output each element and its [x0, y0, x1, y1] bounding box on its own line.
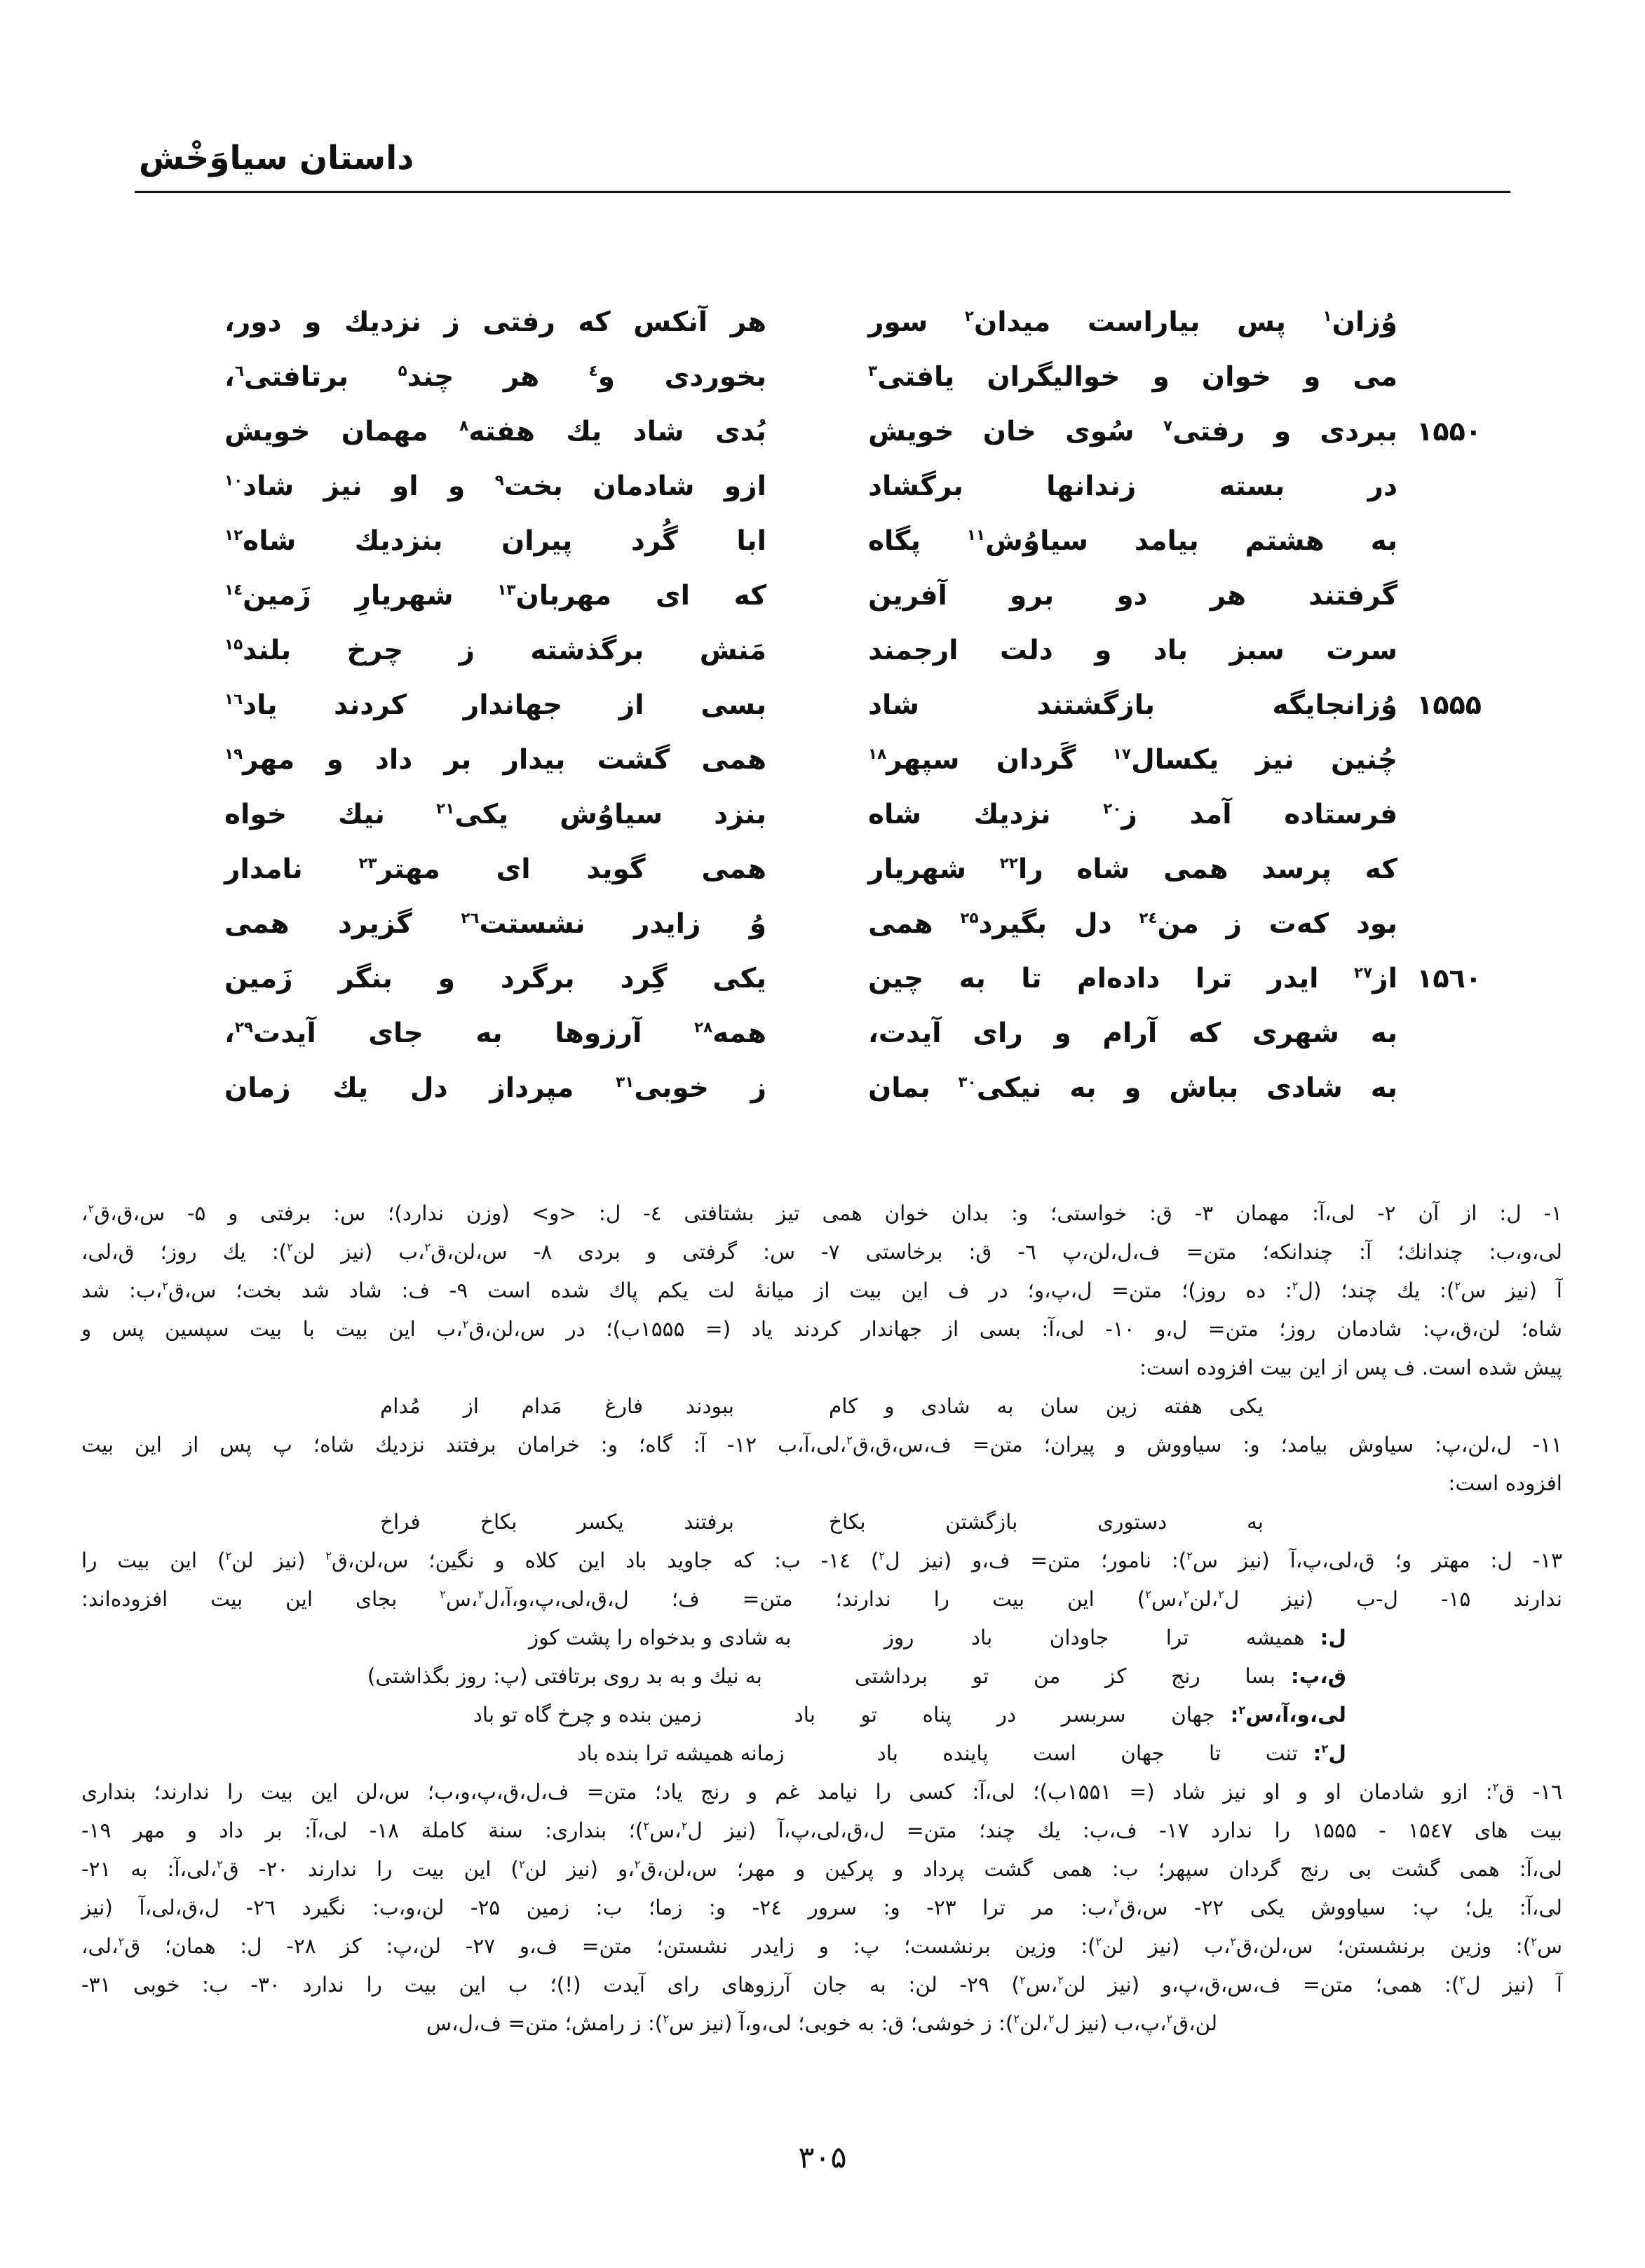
- poem-row: [224, 689, 1482, 744]
- hemistich-right: وُزان$^۱$ پس بیاراست میدان$^۲$ سور: [868, 306, 1397, 338]
- variant-sigla: ل:: [1320, 1626, 1346, 1649]
- hemistich-right: به هشتم بیامد سیاوُش$^{۱۱}$ پگاه: [868, 525, 1397, 557]
- hemistich-left: همه$^{۲۸}$ آرزوها به جای آیدت$^{۲۹}$،: [224, 1018, 766, 1049]
- hemistich-left: ز خوبی$^{۳۱}$ مپرداز دل یك زمان: [224, 1072, 766, 1104]
- verse-number: ۱۵۵۵: [1416, 689, 1482, 720]
- hemistich-right: وُزانجایگه بازگشتند شاد: [868, 689, 1397, 721]
- poem-row: [224, 580, 1482, 635]
- poem-row: [224, 635, 1482, 689]
- apparatus-line: ۱٦- ق$^۲$: ازو شادمان او و او نیز شاد (= ۱۵۵۱ب)؛ لی،آ: کسی را نیامد غم و رنج یاد؛ متن= ف،ل،ق،پ،و،ب؛ س،لن این بیت را ندارند؛ بنداری: [81, 1780, 1562, 1804]
- hemistich-left: ازو شادمان بخت$^۹$ و او نیز شاد$^{۱۰}$: [224, 471, 766, 502]
- poem-row: [224, 306, 1482, 361]
- variant-sigla: ق،پ:: [1290, 1664, 1346, 1688]
- poem-row: [224, 525, 1482, 580]
- inserted-hemistich-a: به دستوری بازگشتن بکاخ: [829, 1510, 1264, 1534]
- apparatus-line: ۱- ل: از آن ۲- لی،آ: مهمان ۳- ق: خواستی؛ و: بدان خوان همی تیز بشتافتی ٤- ل: <و> (وزن ندارد)؛ س: برفتی و ۵- س،ق،ق$^۲$،: [81, 1201, 1562, 1225]
- apparatus-line: ۱۱- ل،لن،پ: سیاوش بیامد؛ و: سیاووش و پیران؛ متن= ف،س،ق،ق$^۲$،لی،آ،ب ۱۲- آ: گاه؛ و: خرامان برفتند نزدیك شاه؛ پ پس از این بیت: [81, 1433, 1562, 1457]
- poem-row: [224, 908, 1482, 963]
- variant-hemistich-b: زمانه همیشه ترا بنده باد: [577, 1741, 785, 1765]
- hemistich-left: وُ زایدر نشستت$^{۲٦}$ گزیرد همی: [224, 908, 766, 940]
- apparatus-inserted-verse: [81, 1387, 1562, 1426]
- poem-row: [224, 471, 1482, 525]
- hemistich-right: چُنین نیز یکسال$^{۱۷}$ گَردان سپهر$^{۱۸}$: [868, 744, 1397, 776]
- apparatus-variant-row: [81, 1619, 1562, 1657]
- hemistich-right: در بسته زندانها برگشاد: [868, 471, 1397, 502]
- inserted-hemistich-b: ببودند فارغ مَدام از مُدام: [380, 1394, 734, 1418]
- hemistich-left: بنزد سیاوُش یکی$^{۲۱}$ نیك خواه: [224, 799, 766, 830]
- apparatus-line: ندارند ۱۵- ل-ب (نیز ل$^۲$،لن$^۲$،س$^۲$) این بیت را ندارند؛ متن= ف؛ ل،ق،لی،پ،و،آ،ل$^۲$،س$^۲$ بجای این بیت افزوده‌اند:: [81, 1587, 1562, 1611]
- apparatus-line: شاه؛ لن،ق،پ: شادمان روز؛ متن= ل،و ۱۰- لی،آ: بسی از جهاندار کردند یاد (= ۱۵۵۵ب)؛ در س،لن،ق$^۲$،ب این بیت با بیت سپسین پس و: [81, 1317, 1562, 1341]
- poem-row: [224, 853, 1482, 908]
- critical-apparatus: [81, 1194, 1562, 2043]
- inserted-hemistich-b: برفتند یکسر بکاخ فراخ: [380, 1510, 734, 1534]
- page-number: ۳۰۵: [798, 2140, 847, 2175]
- variant-hemistich-a: همیشه ترا جاودان باد روز: [884, 1626, 1305, 1649]
- variant-sigla: ل$^۲$:: [1313, 1741, 1346, 1765]
- hemistich-right: به شادی بباش و به نیکی$^{۳۰}$ بمان: [868, 1072, 1397, 1104]
- apparatus-line: لی،آ: همی گشت بی رنج گردان سپهر؛ ب: همی گشت پرداد و پرکین و مهر؛ س،لن،ق$^۲$،و (نیز لن$^۲$) این بیت را ندارند ۲۰- ق$^۲$،لی،آ: به ۲۱-: [81, 1857, 1562, 1881]
- apparatus-line: لی،آ: یل؛ پ: سیاووش یکی ۲۲- س،ق$^۲$،ب: مر ترا ۲۳- و: سرور ۲٤- و: زما؛ ب: زمین ۲۵- لن،و،ب: نگیرد ۲٦- ل،ق،لی،آ (نیز: [81, 1896, 1562, 1919]
- hemistich-left: هر آنکس که رفتی ز نزدیك و دور،: [224, 306, 766, 338]
- header-rule: [135, 191, 1510, 193]
- hemistich-right: گرفتند هر دو برو آفرین: [868, 580, 1397, 612]
- variant-hemistich-a: بسا رنج کز من تو برداشتی: [854, 1664, 1275, 1688]
- apparatus-inserted-verse: [81, 1503, 1562, 1541]
- hemistich-left: ابا گُرد پیران بنزدیك شاه$^{۱۲}$: [224, 525, 766, 557]
- hemistich-right: که پرسد همی شاه را$^{۲۲}$ شهریار: [868, 853, 1397, 885]
- poem-row: [224, 361, 1482, 416]
- hemistich-left: بُدی شاد یك هفته$^۸$ مهمان خویش: [224, 416, 766, 447]
- variant-sigla: لی،و،آ،س$^۲$:: [1230, 1703, 1346, 1727]
- hemistich-right: بود که‌ت ز من$^{۲٤}$ دل بگیرد$^{۲۵}$ همی: [868, 908, 1398, 940]
- apparatus-line: ۱۳- ل: مهتر و؛ ق،لی،پ،آ (نیز س$^۲$): نامور؛ متن= ف،و (نیز ل$^۲$) ۱٤- ب: که جاوید باد این کلاه و نگین؛ س،لن،ق$^۲$ (نیز لن$^۲$) این بیت را: [81, 1548, 1563, 1572]
- hemistich-right: ببردی و رفتی$^۷$ سُوی خان خویش: [868, 416, 1397, 447]
- poem-row: [224, 744, 1482, 799]
- apparatus-line: لن،ق$^۲$،پ،ب (نیز ل$^۲$،لن$^۲$): ز خوشی؛ ق: به خوبی؛ لی،و،آ (نیز س$^۲$): ز رامش؛ متن= ف،ل،س: [426, 2011, 1218, 2035]
- apparatus-variant-row: [81, 1696, 1562, 1734]
- poem-row: [224, 1018, 1482, 1072]
- hemistich-left: بخوردی و$^٤$ هر چند$^۵$ برتافتی$^٦$،: [224, 361, 767, 393]
- apparatus-line: س$^۲$): وزین برنشستن؛ س،لن،ق$^۲$،ب (نیز لن$^۲$): وزین برنشست؛ پ: و زایدر نشستن؛ متن= ف،و ۲۷- لن،پ: کز ۲۸- ل: همان؛ ق$^۲$،لی،: [81, 1934, 1562, 1958]
- hemistich-right: از$^{۲۷}$ ایدر ترا داده‌ام تا به چین: [868, 963, 1397, 994]
- hemistich-left: بسی از جهاندار کردند یاد$^{۱٦}$: [224, 689, 766, 721]
- variant-hemistich-a: جهان سربسر در پناه تو باد: [794, 1703, 1215, 1727]
- apparatus-line: آ (نیز ل$^۲$): همی؛ متن= ف،س،ق،پ،و (نیز لن$^۲$،س$^۲$) ۲۹- لن: به جان آرزوهای رای آیدت (!)؛ ب این بیت را ندارد ۳۰- ب: خوبی ۳۱-: [81, 1973, 1562, 1997]
- apparatus-line: لی،و،ب: چندانك؛ آ: چندانکه؛ متن= ف،ل،لن،پ ٦- ق: برخاستی ۷- س: گرفتی و بردی ۸- س،لن،ق$^۲$،ب (نیز لن$^۲$): یك روز؛ ق،لی،: [81, 1240, 1563, 1264]
- hemistich-right: سرت سبز باد و دلت ارجمند: [868, 635, 1397, 666]
- poem-row: [224, 799, 1482, 853]
- variant-hemistich-b: زمین بنده و چرخ گاه تو باد: [473, 1703, 702, 1727]
- variant-hemistich-a: تنت تا جهان است پاینده باد: [876, 1741, 1298, 1765]
- apparatus-variant-row: [81, 1734, 1562, 1773]
- page-title: داستان سیاوَخْش: [139, 139, 414, 177]
- hemistich-right: می و خوان و خوالیگران یافتی$^۳$: [868, 361, 1397, 393]
- hemistich-left: مَنش برگذشته ز چرخ بلند$^{۱۵}$: [224, 635, 766, 666]
- verse-number: ۱۵٦۰: [1416, 963, 1482, 994]
- poem-row: [224, 1072, 1482, 1127]
- hemistich-left: یکی گِرد برگرد و بنگر زَمین: [224, 963, 766, 994]
- hemistich-left: که ای مهربان$^{۱۳}$ شهریارِ زَمین$^{۱٤}$: [224, 580, 767, 612]
- apparatus-line: پیش شده است. ف پس از این بیت افزوده است:: [1139, 1356, 1562, 1379]
- apparatus-line: افزوده است:: [1448, 1471, 1562, 1495]
- poem-block: [224, 306, 1482, 1127]
- apparatus-line: بیت های ۱۵٤۷ - ۱۵۵۵ را ندارد ۱۷- ف،ب: یك چند؛ متن= ل،ق،لی،پ،آ (نیز ل$^۲$،س$^۲$)؛ بنداری: سنة کاملة ۱۸- لی،آ: بر داد و مهر ۱۹-: [81, 1818, 1562, 1842]
- poem-row: [224, 416, 1482, 471]
- poem-row: [224, 963, 1482, 1018]
- variant-hemistich-b: به نیك و به بد روی برتافتی (پ: روز بگذاشتی): [367, 1664, 762, 1688]
- hemistich-right: فرستاده آمد ز$^{۲۰}$ نزدیك شاه: [868, 799, 1397, 830]
- apparatus-variant-row: [81, 1657, 1562, 1696]
- inserted-hemistich-a: یکی هفته زین سان به شادی و کام: [829, 1394, 1264, 1418]
- variant-hemistich-b: به شادی و بدخواه را پشت کوز: [528, 1626, 792, 1649]
- hemistich-left: همی گشت بیدار بر داد و مهر$^{۱۹}$: [224, 744, 766, 776]
- hemistich-left: همی گوید ای مهتر$^{۲۳}$ نامدار: [224, 853, 766, 885]
- hemistich-right: به شهری که آرام و رای آیدت،: [868, 1018, 1397, 1049]
- apparatus-line: آ (نیز س$^۲$): یك چند؛ (ل$^۲$: ده روز)؛ متن= ل،پ،و؛ در ف این بیت از میانهٔ لت یکم پاك شده است ۹- ف: شاد شد بخت؛ س،ق$^۲$،ب: شد: [81, 1278, 1562, 1302]
- verse-number: ۱۵۵۰: [1416, 416, 1482, 447]
